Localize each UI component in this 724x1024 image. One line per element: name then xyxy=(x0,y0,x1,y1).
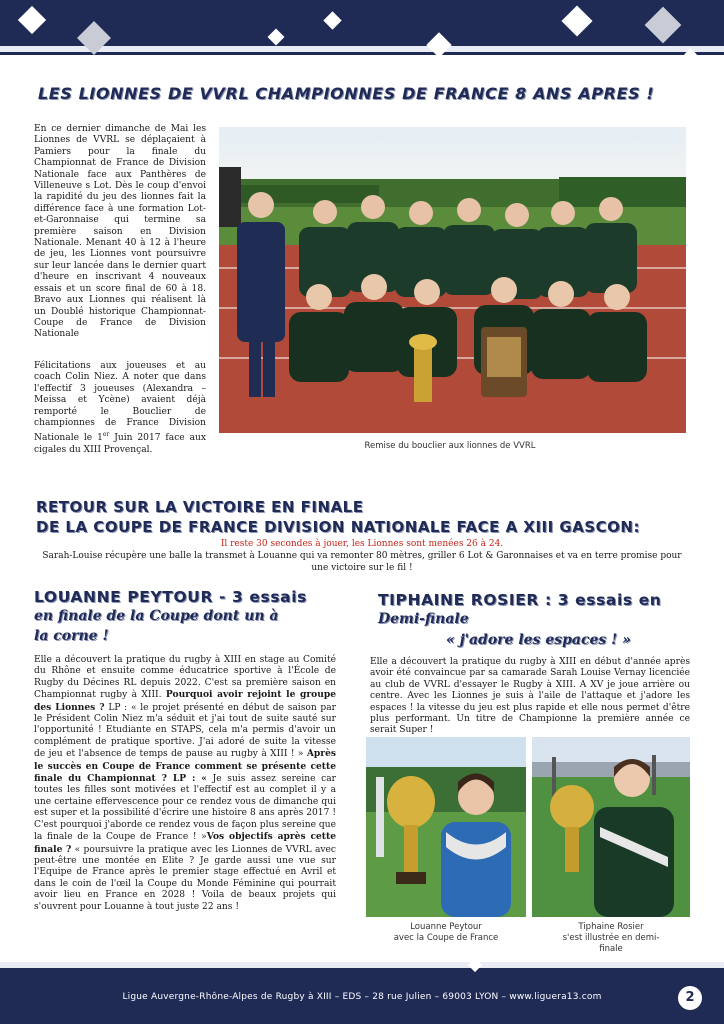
louanne-text-3: Je suis assez sereine car toutes les filles sont motivées et l'effectif est au complet il y a une certaine effervescence pour ce rendez vous de dimanche qui est super et la possibilité d'écrire une histoire 8 ans après 2017 ! C'est pourquoi j'aborde ce rendez vous de façon plus sereine que la finale de la Coupe de France ! » xyxy=(34,774,336,843)
article2-summary: Sarah-Louise récupère une balle la transmet à Louanne qui va remonter 80 mètres, griller 6 Lot & Garonnaises et va en terre promise pour une victoire sur le fil ! xyxy=(42,551,682,573)
louanne-question-2: Après le succès en Coupe de France comment se présente cette finale du Championnat ? LP : « xyxy=(34,748,336,785)
main-title: LES LIONNES DE VVRL CHAMPIONNES DE FRANCE 8 ANS APRES ! xyxy=(38,84,655,103)
tiphaine-title: TIPHAINE ROSIER : 3 essais en xyxy=(378,591,662,609)
team-photo-illustration xyxy=(219,127,686,433)
tiphaine-photo-illustration xyxy=(532,737,690,917)
louanne-subtitle-line2: la corne ! xyxy=(34,628,109,644)
article1-para2-end: Juin 2017 face aux cigales du XIII Provençal. xyxy=(34,433,206,455)
louanne-subtitle-line1: en finale de la Coupe dont un à xyxy=(34,608,279,624)
louanne-question-3: Vos objectifs après cette finale ? xyxy=(34,831,336,855)
louanne-text-2: LP : « le projet présenté en début de saison par le Président Colin Niez m'a séduit et j'ai tout de suite sauté sur l'opportunité ! Etudiante en STAPS, cela m'a permis d'avoir un complément de pratique sportive. J'ai adoré de suite la vitesse de jeu et l'absence de temps de pause au rugby à XIII ! » xyxy=(34,702,336,760)
article1-para1-text: En ce dernier dimanche de Mai les Lionnes de VVRL se déplaçaient à Pamiers pour la finale du Championnat de France de Division Nationale face aux Panthères de Villeneuve s Lot. Dès le coup d'envoi la rapidité du jeu des lionnes fait la différence face à une formation Lot-et-Garonnaise qui termine sa première saison en Division Nationale. Menant 40 à 12 à l'heure de jeu, les Lionnes vont poursuivre sur leur lancée dans le dernier quart d'heure en inscrivant 4 nouveaux essais et un score final de 60 à 18. Bravo aux Lionnes qui réalisent là un Doublé historique Championnat-Coupe de France de Division Nationale xyxy=(34,124,206,340)
footer-address: Ligue Auvergne-Rhône-Alpes de Rugby à XIII – EDS – 28 rue Julien – 69003 LYON – www.liguera13.com xyxy=(122,992,602,1002)
header-stripe-line xyxy=(0,52,724,55)
louanne-title: LOUANNE PEYTOUR - 3 essais xyxy=(34,588,307,606)
section-title-line2: DE LA COUPE DE FRANCE DIVISION NATIONALE FACE A XIII GASCON: xyxy=(36,518,640,536)
article1-para1 xyxy=(34,124,206,341)
red-note: Il reste 30 secondes à jouer, les Lionnes sont menées 26 à 24. xyxy=(220,539,504,549)
page-number: 2 xyxy=(678,986,702,1010)
tiphaine-caption-line1: Tiphaine Rosier xyxy=(578,922,644,932)
superscript: er xyxy=(102,431,110,439)
tiphaine-article: Elle a découvert la pratique du rugby à XIII en début d'année après avoir été convaincue par sa camarade Sarah Louise Vernay licenciée au club de VVRL d'essayer le Rugby à XIII. A XV je joue arrière ou centre. Avec les Lionnes je suis à l'aile de l'attaque et j'adore les espaces ! la vitesse du jeu est plus rapide et elle nous permet d'être plus performant. Un titre de Championne la première année ce serait Super ! xyxy=(370,657,690,736)
tiphaine-quote: « j'adore les espaces ! » xyxy=(446,632,631,648)
louanne-question-1: Pourquoi avoir rejoint le groupe des Lionnes ? xyxy=(34,689,336,713)
louanne-text-1: Elle a découvert la pratique du rugby à XIII en stage au Comité du Rhône et ensuite comme éducatrice sportive à l'École de Rugby du Décines RL depuis 2022. C'est sa première saison en Championnat rugby à XIII. xyxy=(34,655,336,701)
louanne-text-4: « poursuivre la pratique avec les Lionnes de VVRL avec peut-être une montée en Elite ? Je garde aussi une vue sur l'Equipe de France après le premier stage effectué en Avril et dans le coin de l'œil la Coupe du Monde Féminine qui pourrait avoir lieu en France en 2028 ! Voila de beaux projets qui s'ouvrent pour Louanne à tout juste 22 ans ! xyxy=(34,844,336,912)
louanne-article xyxy=(34,655,336,913)
team-photo-caption: Remise du bouclier aux lionnes de VVRL xyxy=(364,441,536,451)
tiphaine-caption-line3: finale xyxy=(599,944,623,954)
louanne-photo xyxy=(366,737,526,917)
article1-para2 xyxy=(34,361,206,456)
louanne-caption-line2: avec la Coupe de France xyxy=(393,933,499,943)
section-title-line1: RETOUR SUR LA VICTOIRE EN FINALE xyxy=(36,498,364,516)
tiphaine-caption-line2: s'est illustrée en demi- xyxy=(562,933,660,943)
louanne-caption-line1: Louanne Peytour xyxy=(410,922,482,932)
article1-para2-text: Félicitations aux joueuses et au coach Colin Niez. A noter que dans l'effectif 3 joueuses (Alexandra – Meissa et Ycène) avaient déjà remporté le Bouclier de championnes de France Division Nationale le 1 xyxy=(34,361,206,444)
tiphaine-photo xyxy=(532,737,690,917)
louanne-photo-illustration xyxy=(366,737,526,917)
team-photo xyxy=(219,127,686,433)
tiphaine-subtitle: Demi-finale xyxy=(378,611,469,627)
